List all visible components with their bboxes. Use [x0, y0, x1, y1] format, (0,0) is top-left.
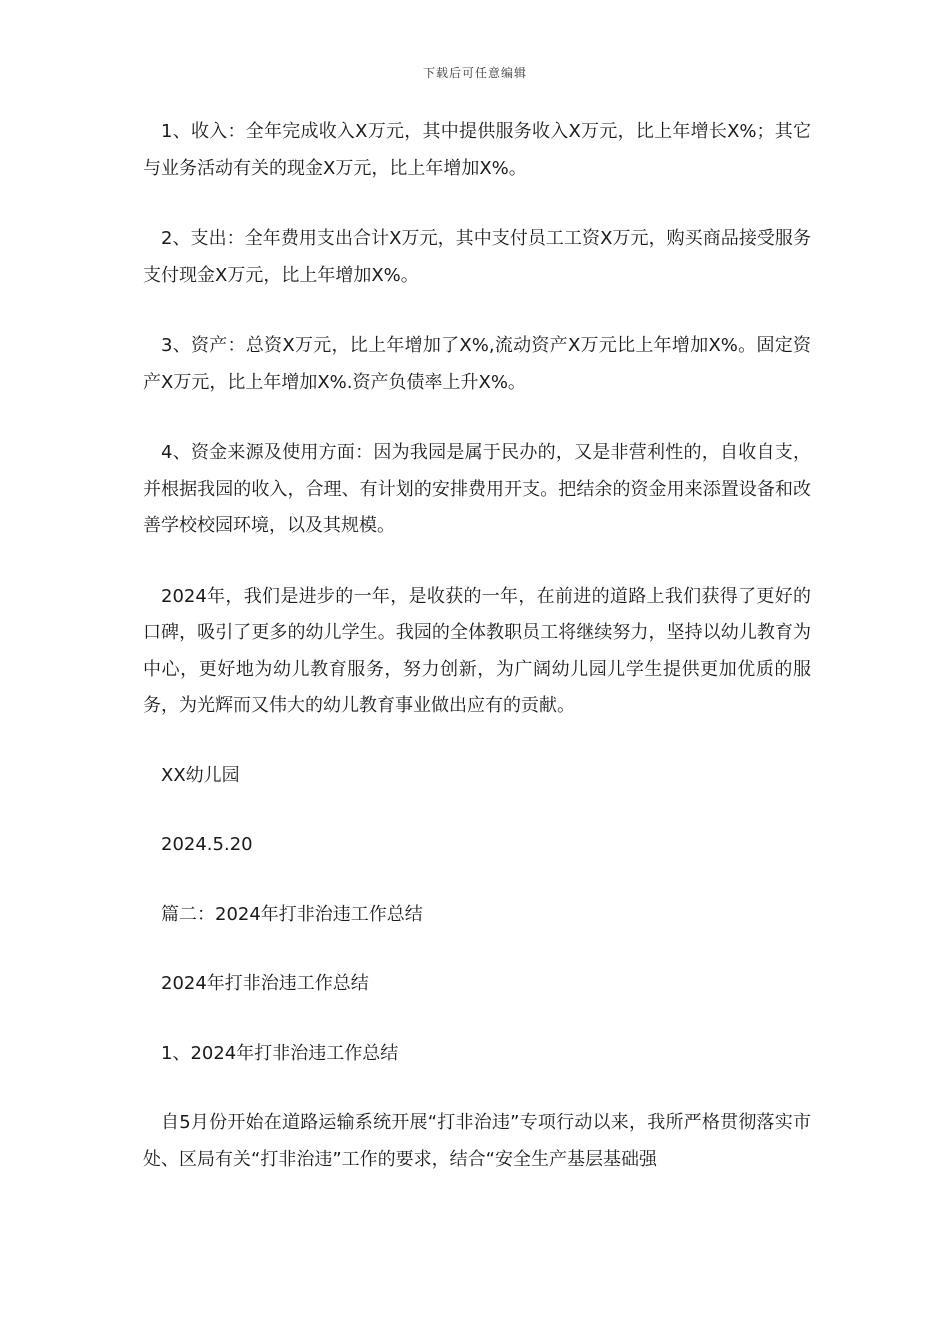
date: 2024.5.20: [161, 834, 253, 855]
page-header: 下载后可任意编辑: [422, 66, 527, 80]
document-body: [143, 114, 811, 1178]
signature: XX幼儿园: [161, 764, 240, 786]
document-title: 2024年打非治违工作总结: [161, 973, 369, 994]
paragraph-assets: 3、资产：总资X万元，比上年增加了X%,流动资产X万元比上年增加X%。固定资产X万元，比上年增加X%.资产负债率上升X%。: [143, 335, 811, 393]
paragraph-summary: 2024年，我们是进步的一年，是收获的一年，在前进的道路上我们获得了更好的口碑，吸引了更多的幼儿学生。我园的全体教职员工将继续努力，坚持以幼儿教育为中心，更好地为幼儿教育服务，努力创新，为广阔幼儿园儿学生提供更加优质的服务，为光辉而又伟大的幼儿教育事业做出应有的贡献。: [143, 585, 811, 716]
paragraph-funding: 4、资金来源及使用方面：因为我园是属于民办的，又是非营利性的，自收自支，并根据我园的收入，合理、有计划的安排费用开支。把结余的资金用来添置设备和改善学校校园环境，以及其规模。: [143, 442, 811, 536]
paragraph-income: 1、收入：全年完成收入X万元，其中提供服务收入X万元，比上年增长X%；其它与业务活动有关的现金X万元，比上年增加X%。: [143, 121, 811, 179]
paragraph-campaign: 自5月份开始在道路运输系统开展“打非治违”专项行动以来，我所严格贯彻落实市处、区局有关“打非治违”工作的要求，结合“安全生产基层基础强: [143, 1112, 811, 1170]
section-title: 篇二：2024年打非治违工作总结: [161, 903, 423, 925]
subtitle: 1、2024年打非治违工作总结: [161, 1042, 399, 1064]
paragraph-expenditure: 2、支出：全年费用支出合计X万元，其中支付员工工资X万元，购买商品接受服务支付现金X万元，比上年增加X%。: [143, 228, 811, 286]
